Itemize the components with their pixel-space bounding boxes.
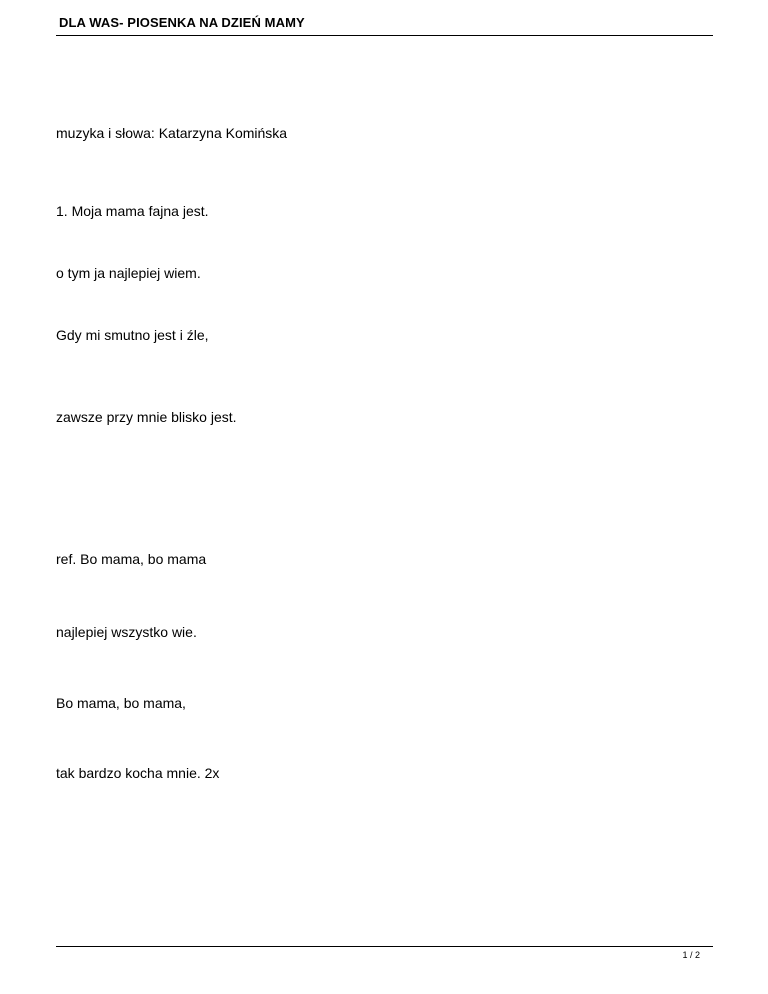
song-credits: muzyka i słowa: Katarzyna Komińska [56,125,288,141]
page-footer [56,946,713,960]
chorus-line-1: ref. Bo mama, bo mama [56,551,207,567]
page-number: 1 / 2 [682,950,700,960]
chorus-line-2: najlepiej wszystko wie. [56,624,197,640]
verse-line-4: zawsze przy mnie blisko jest. [56,409,237,425]
verse-line-1: 1. Moja mama fajna jest. [56,203,209,219]
chorus-line-3: Bo mama, bo mama, [56,695,186,711]
page-header [56,15,713,36]
chorus-line-4: tak bardzo kocha mnie. 2x [56,765,220,781]
verse-line-2: o tym ja najlepiej wiem. [56,265,201,281]
verse-line-3: Gdy mi smutno jest i źle, [56,327,209,343]
page-title: DLA WAS- PIOSENKA NA DZIEŃ MAMY [59,15,305,30]
